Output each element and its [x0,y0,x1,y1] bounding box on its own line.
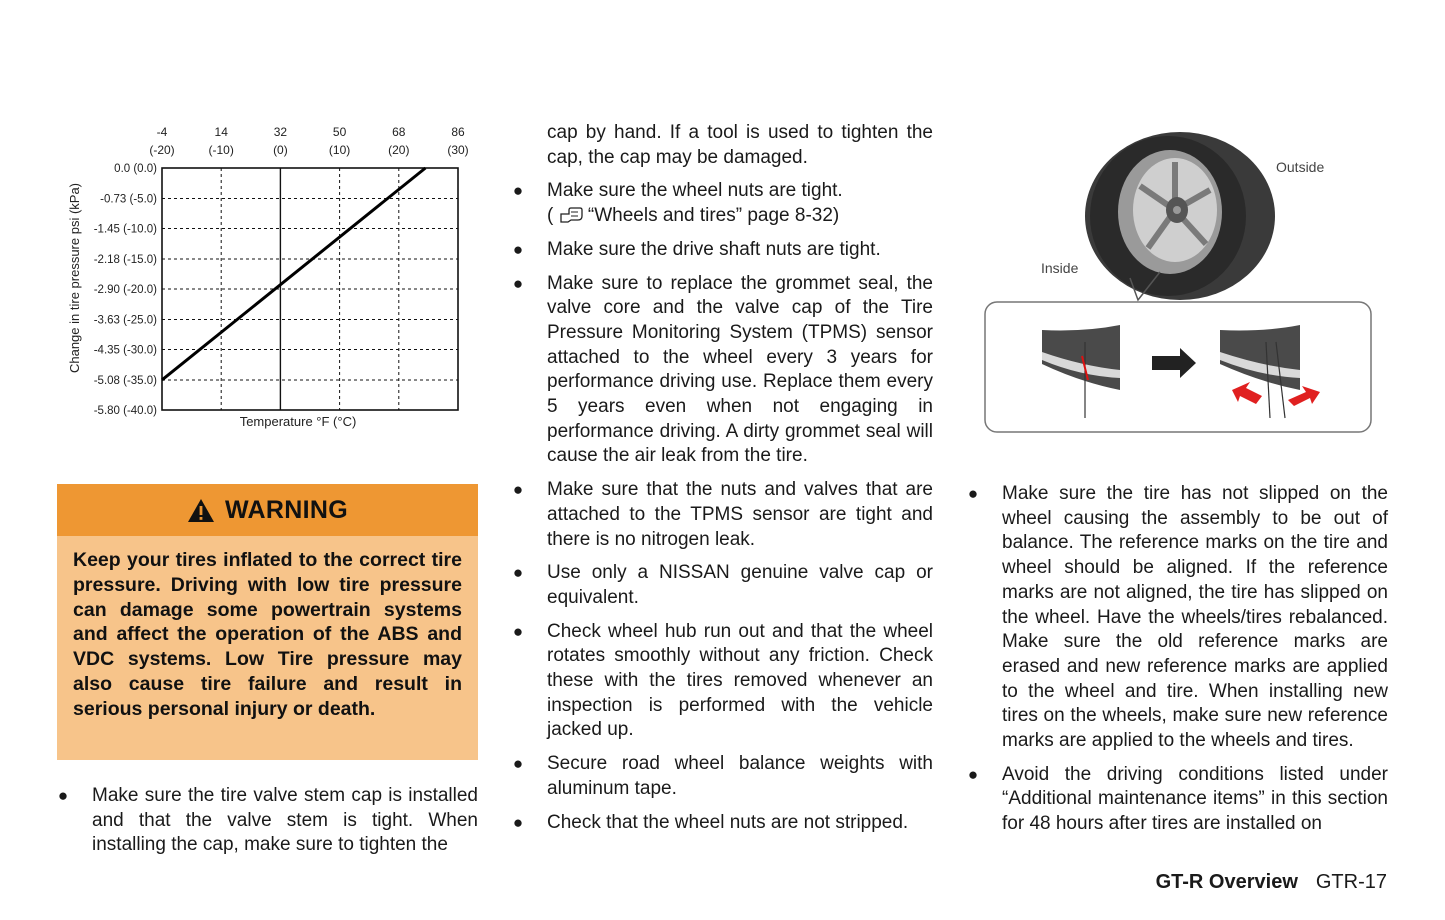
x-axis-label: Temperature °F (°C) [239,414,357,429]
y-tick-label: -1.45 (-10.0) [93,223,157,236]
x-tick-label-f: 86 [451,125,465,139]
outside-label: Outside [1276,159,1325,175]
list-item: ● Make sure that the nuts and valves that are attached to the TPMS sensor are tight and there is no nitrogen leak. [512,479,933,550]
pointing-hand-icon [559,207,583,223]
list-item: ● Check that the wheel nuts are not stripped. [512,811,933,836]
warning-box [57,484,478,760]
bullet-icon: ● [967,484,979,503]
y-tick-label: -2.90 (-20.0) [93,284,157,296]
list-item: ● Make sure the tire valve stem cap is installed and that the valve stem is tight. When installing the cap, make sure to tighten the [57,785,478,856]
y-tick-label: -2.18 (-15.0) [93,253,157,266]
section-title: GT-R Overview [1155,871,1298,893]
tire-reference-mark-illustration [970,120,1385,450]
bullet-icon: ● [57,786,69,805]
tire-pressure-chart [60,118,480,438]
reference-link[interactable]: ( “Wheels and tires” page 8-32) [547,205,840,227]
page-number: GTR-17 [1315,871,1387,893]
list-item: ● Make sure to replace the grommet seal, the valve core and the valve cap of the Tire Pressure Monitoring System (TPMS) sensor attached to the wheel every 3 years for performance driving use. Replace them every 5 years even when not engaging in performance driving. A dirty grommet seal will cause the air leak from the tire. [512,272,933,467]
x-tick-label-c: (30) [447,143,469,157]
list-item: ● Avoid the driving conditions listed under “Additional maintenance items” in this section for 48 hours after tires are installed on [967,763,1388,835]
list-item: ● Make sure the wheel nuts are tight. ( “Wheels and tires” page 8-32) [512,180,843,227]
page-footer [1156,871,1387,894]
bullet-icon: ● [967,764,979,784]
continued-text: cap by hand. If a tool is used to tighten the cap, the cap may be damaged. [547,122,933,168]
x-tick-label-c: (20) [388,143,410,157]
warning-header [57,484,478,536]
bullet-icon: ● [512,812,524,832]
pressure-change-line [162,168,425,380]
list-item: ● Make sure the tire has not slipped on the wheel causing the assembly to be out of balance. The reference marks on the tire and wheel should be aligned. If the reference marks are not aligned, the tire has slipped on the wheel. Have the wheels/tires rebalanced. Make sure the old reference marks are erased and new reference marks are applied to the wheel and tire. When installing new tires on the wheels, make sure new reference marks are applied to the wheels and tires. [967,483,1388,752]
list-item: ● Check wheel hub run out and that the wheel rotates smoothly without any friction. Check these with the tires removed whenever an inspection is performed with the vehicle jacked up. [512,620,933,741]
x-tick-label-c: (-10) [208,143,234,157]
bullet-icon: ● [512,181,524,201]
bullet-icon: ● [512,239,524,259]
column-middle-bullets [512,121,933,835]
x-tick-label-f: 50 [332,125,347,139]
warning-triangle-icon [187,498,215,523]
bullet-icon: ● [512,563,524,583]
list-item: ● Use only a NISSAN genuine valve cap or equivalent. [512,562,933,608]
x-tick-label-f: 32 [273,125,288,139]
x-tick-label-c: (10) [328,143,351,157]
tire-image [1085,132,1275,300]
warning-text: Keep your tires inflated to the correct tire pressure. Driving with low tire pressure can damage some powertrain systems and affect the operation of the ABS and VDC systems. Low Tire pressure may also cause tire failure and result in serious personal injury or death. [73,549,462,720]
warning-title: WARNING [225,495,348,524]
bullet-icon: ● [512,754,524,774]
x-tick-label-c: (0) [273,143,288,157]
y-tick-label: 0.0 (0.0) [114,163,157,175]
y-tick-label: -5.80 (-40.0) [93,405,157,417]
list-item: ● Secure road wheel balance weights with aluminum tape. [512,753,933,799]
inside-label: Inside [1041,260,1079,276]
bullet-icon: ● [512,480,524,500]
column-left-bullets [57,784,478,858]
column-right-bullets [967,482,1388,837]
bullet-icon: ● [512,273,524,293]
list-item: ● Make sure the drive shaft nuts are tight. [512,238,933,263]
x-tick-label-f: -4 [156,125,168,139]
x-tick-label-f: 68 [392,125,406,139]
x-tick-label-c: (-20) [149,143,175,157]
y-tick-label: -3.63 (-25.0) [93,314,157,327]
y-tick-label: -4.35 (-30.0) [93,344,157,357]
y-axis-label: Change in tire pressure psi (kPa) [67,182,82,374]
y-tick-label: -0.73 (-5.0) [100,193,157,206]
y-tick-label: -5.08 (-35.0) [93,374,157,387]
x-tick-label-f: 14 [214,125,228,139]
bullet-icon: ● [512,621,524,641]
